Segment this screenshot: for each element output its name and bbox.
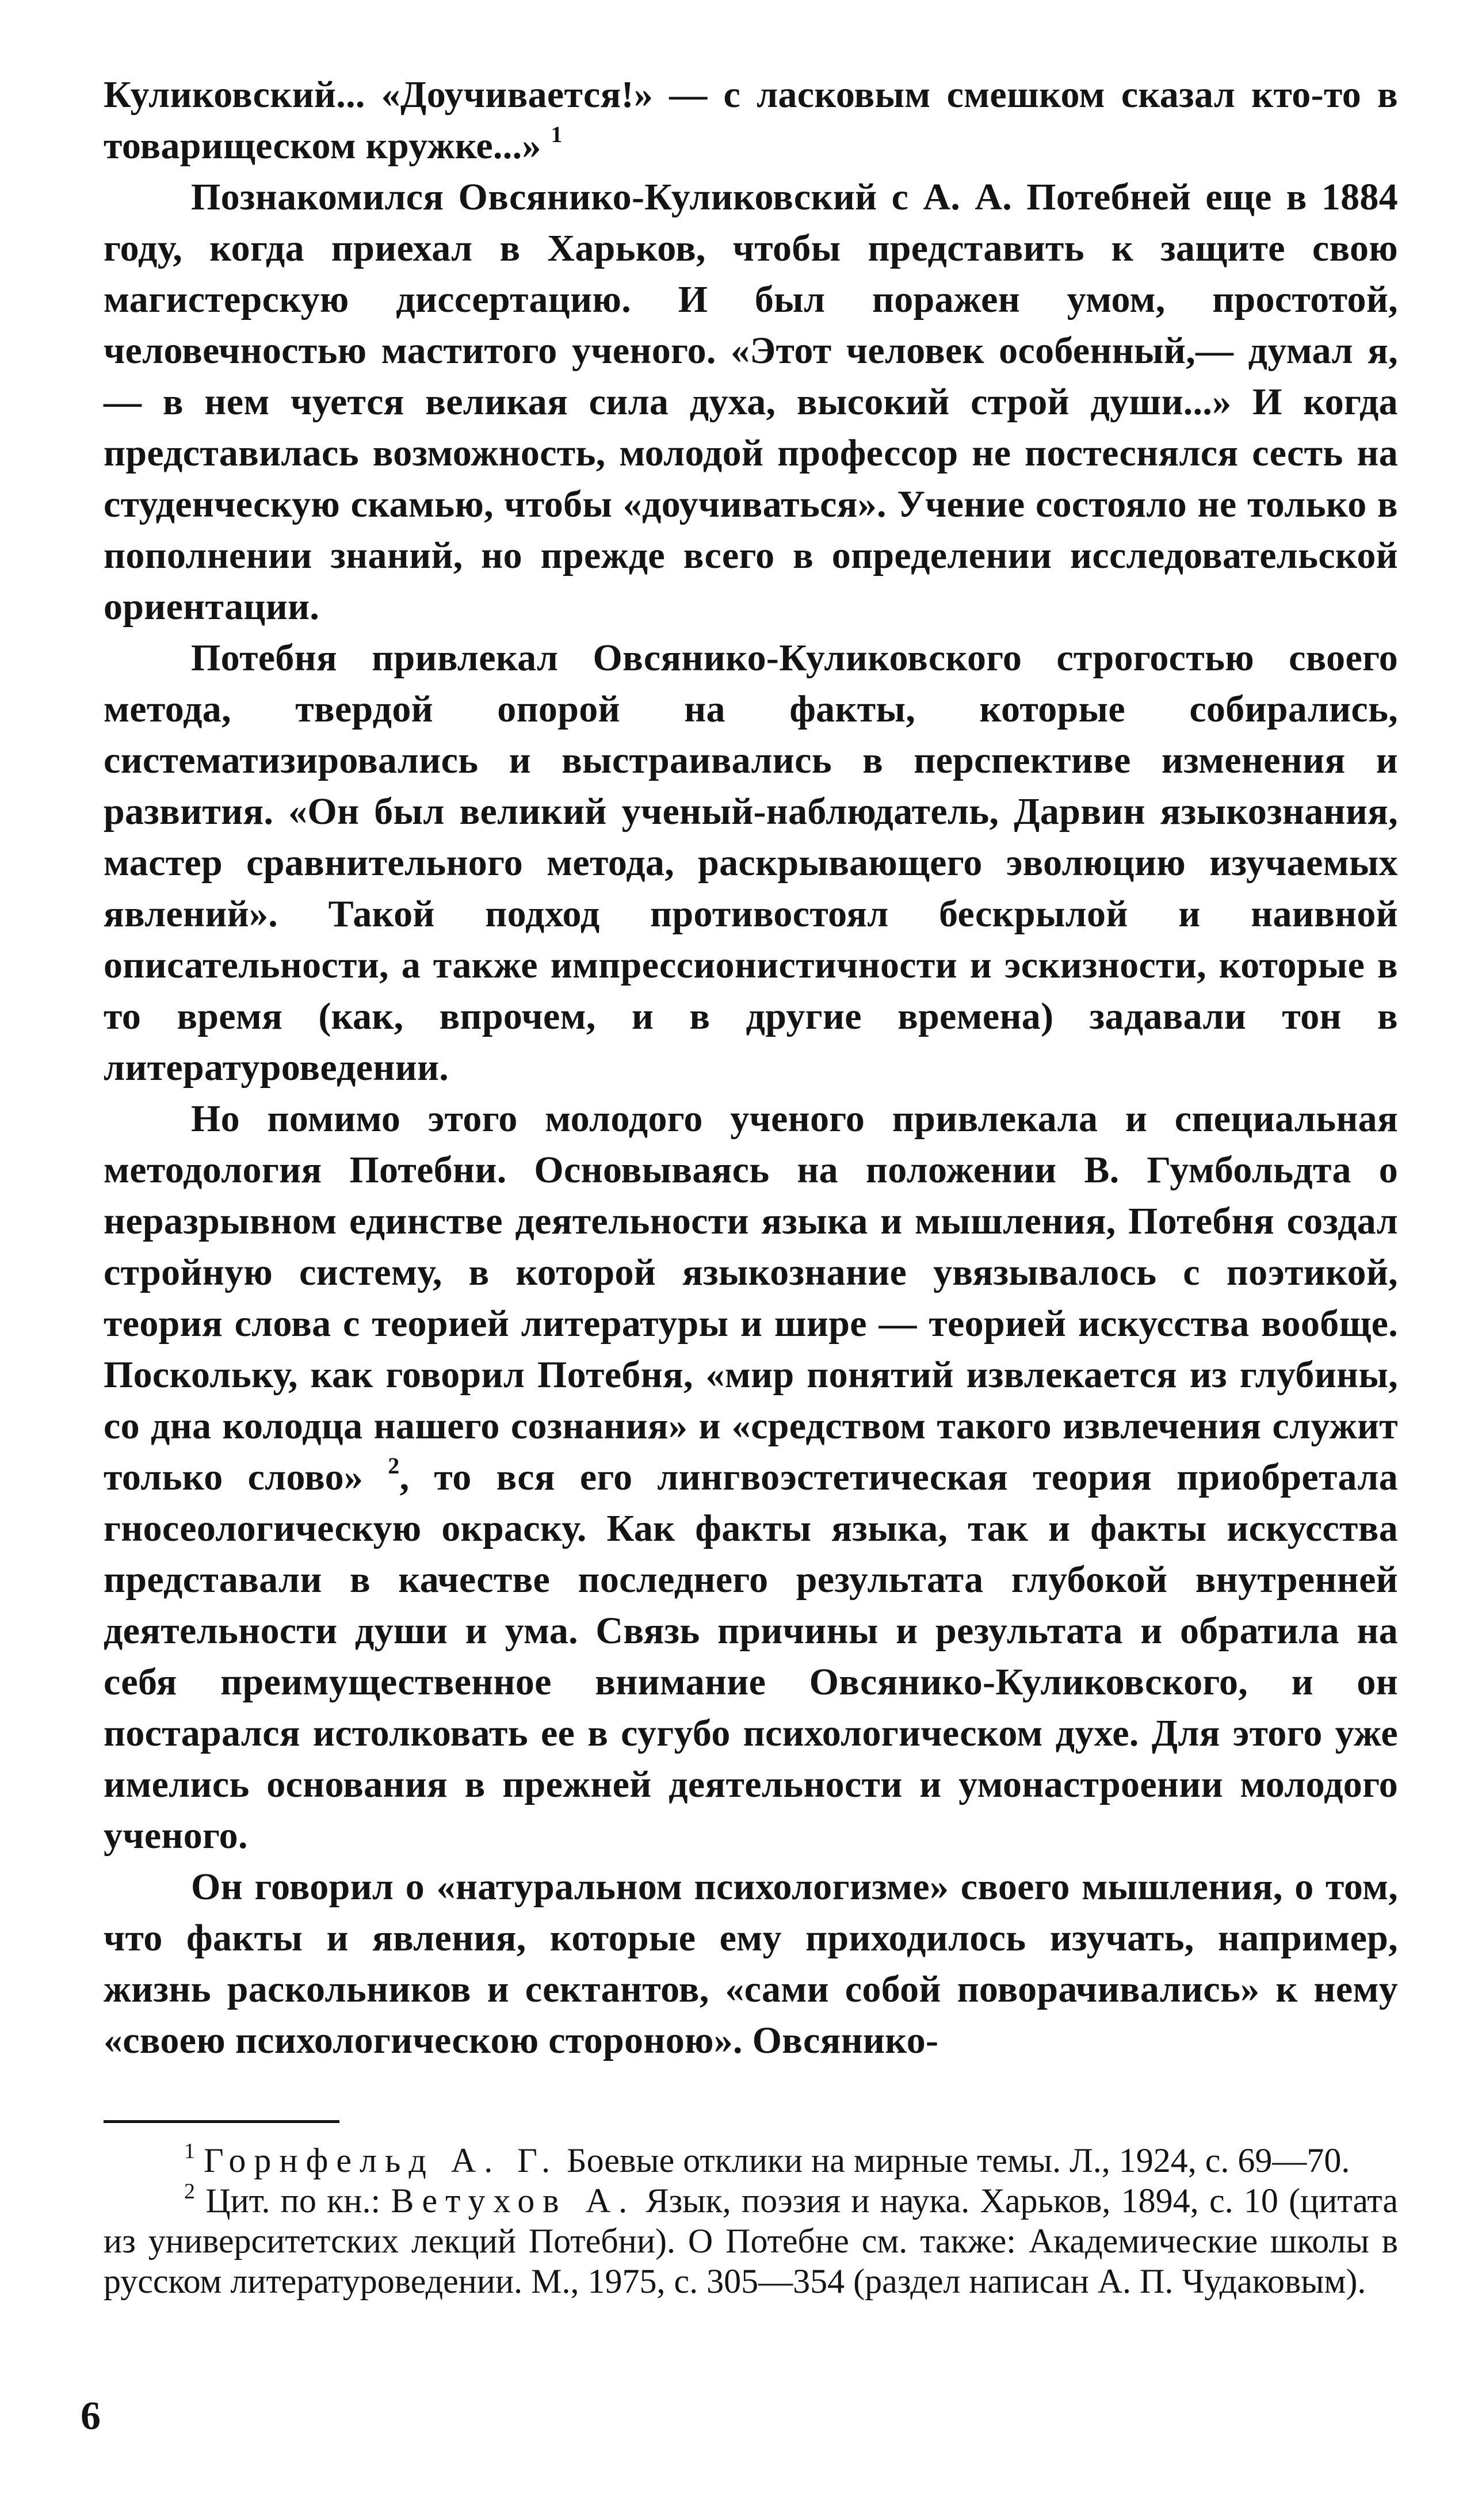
footnote-1-number: 1 (184, 2139, 195, 2163)
main-text (104, 69, 1398, 2066)
paragraph-3: Потебня привлекал Овсянико-Куликовского строгостью своего метода, твердой опорой на факты, которые собирались, систематизировались и выстраивались в перспективе изменения и развития. «Он был великий ученый-наблюдатель, Дарвин языкознания, мастер сравнительного метода, раскрывающего эволюцию изучаемых явлений». Такой подход противостоял бескрылой и наивной описательности, а также импрессионистичности и эскизности, которые в то время (как, впрочем, и в другие времена) задавали тон в литературоведении. (104, 637, 1398, 1089)
footnote-2-author: Ветухов А. (391, 2182, 636, 2220)
footnote-2-number: 2 (184, 2179, 195, 2204)
paragraph-5: Он говорил о «натуральном психологизме» своего мышления, о том, что факты и явления, которые ему приходилось изучать, например, жизнь раскольников и сектантов, «сами собой поворачивались» к нему «своею психологическою стороною». Овсянико- (104, 1866, 1398, 2061)
footnote-1-author: Горнфельд А. Г. (204, 2141, 559, 2179)
paragraph-1 (104, 69, 1398, 171)
footnote-ref-2[interactable]: 2 (388, 1453, 400, 1479)
footnote-1-text: Боевые отклики на мирные темы. Л., 1924, с. 69—70. (558, 2141, 1350, 2179)
paragraph-4 (104, 1093, 1398, 1861)
footnotes (104, 2140, 1398, 2301)
footnote-divider (104, 2120, 339, 2123)
footnote-2-prefix: Цит. по кн.: (205, 2182, 391, 2220)
page-number: 6 (81, 2394, 101, 2438)
footnote-1 (104, 2140, 1398, 2181)
paragraph-4-text-a: Но помимо этого молодого ученого привлекала и специальная методология Потебни. Основываясь на положении В. Гумбольдта о неразрывном единстве деятельности языка и мышления, Потебня создал стройную систему, в которой языкознание увязывалось с поэтикой, теория слова с теорией литературы и шире — теорией искусства вообще. Поскольку, как говорил Потебня, «мир понятий извлекается из глубины, со дна колодца нашего сознания» и «средством такого извлечения служит только слово» (104, 1098, 1398, 1498)
footnote-2-text: Язык, поэзия и наука. Харьков, 1894, с. 10 (цитата из университетских лекций Потебни). О Потебне см. также: Академические школы в русском литературоведении. М., 1975, с. 305—354 (раздел написан А. П. Чудаковым). (104, 2182, 1398, 2300)
footnote-2 (104, 2181, 1398, 2301)
page-body (104, 69, 1398, 2066)
paragraph-1-text: Куликовский... «Доучивается!» — с ласковым смешком сказал кто-то в товарищеском кружке...» (104, 74, 1398, 167)
paragraph-2: Познакомился Овсянико-Куликовский с А. А. Потебней еще в 1884 году, когда приехал в Харьков, чтобы представить к защите свою магистерскую диссертацию. И был поражен умом, простотой, человечностью маститого ученого. «Этот человек особенный,— думал я,— в нем чуется великая сила духа, высокий строй души...» И когда представилась возможность, молодой профессор не постеснялся сесть на студенческую скамью, чтобы «доучиваться». Учение состояло не только в пополнении знаний, но прежде всего в определении исследовательской ориентации. (104, 176, 1398, 628)
paragraph-4-text-b: , то вся его лингвоэстетическая теория приобретала гносеологическую окраску. Как факты языка, так и факты искусства представали в качестве последнего результата глубокой внутренней деятельности души и ума. Связь причины и результата и обратила на себя преимущественное внимание Овсянико-Куликовского, и он постарался истолковать ее в сугубо психологическом духе. Для этого уже имелись основания в прежней деятельности и умонастроении молодого ученого. (104, 1456, 1399, 1857)
footnote-ref-1[interactable]: 1 (551, 121, 563, 147)
